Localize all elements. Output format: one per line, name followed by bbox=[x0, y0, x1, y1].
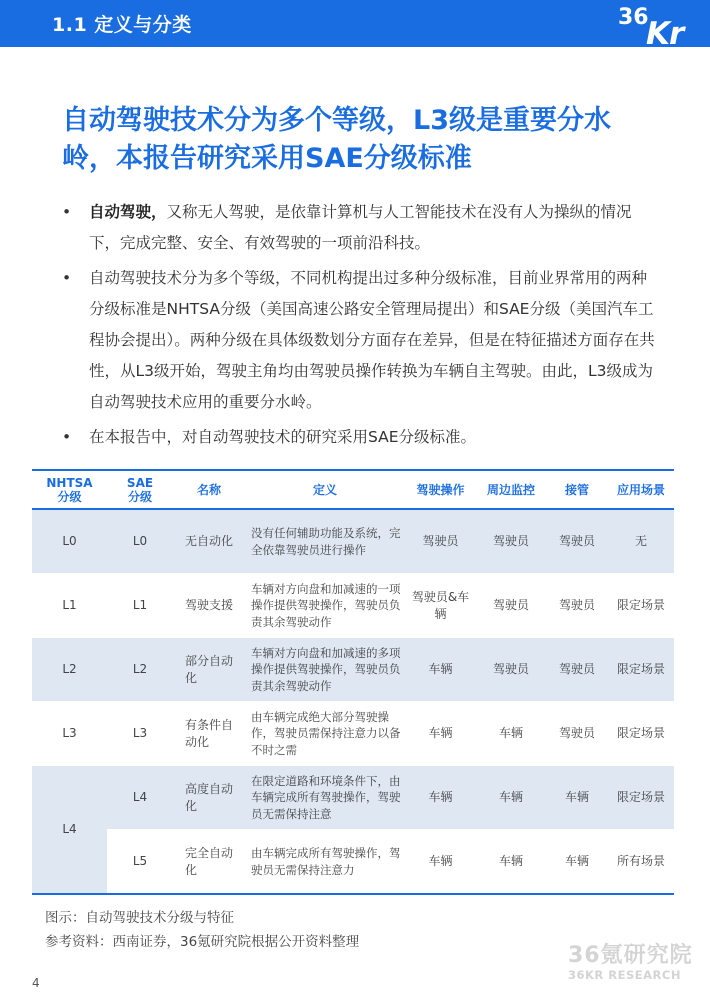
table-header-row bbox=[32, 470, 674, 509]
cell-sae: L5 bbox=[107, 830, 173, 895]
cell-driving: 驾驶员&车辆 bbox=[405, 574, 476, 638]
cell-scenario: 限定场景 bbox=[608, 702, 674, 766]
cell-sae: L4 bbox=[107, 766, 173, 830]
cell-nhtsa: L1 bbox=[32, 574, 107, 638]
cell-driving: 车辆 bbox=[405, 702, 476, 766]
page-headline bbox=[62, 102, 662, 178]
cell-monitoring: 驾驶员 bbox=[476, 509, 546, 574]
bullet-marker: • bbox=[62, 269, 72, 287]
cell-name: 完全自动化 bbox=[173, 830, 245, 895]
cell-monitoring: 车辆 bbox=[476, 766, 546, 830]
cell-nhtsa-merged: L4 bbox=[32, 766, 107, 895]
bullet-text: 自动驾驶技术分为多个等级，不同机构提出过多种分级标准，目前业界常用的两种分级标准是NHTSA分级（美国高速公路安全管理局提出）和SAE分级（美国汽车工程协会提出）。两种分级在具体级数划分方面存在差异，但是在特征描述方面存在共性，从L3级开始，驾驶主角均由驾驶员操作转换为车辆自主驾驶。由此，L3级成为自动驾驶技术应用的重要分水岭。 bbox=[89, 269, 655, 411]
header-nhtsa: NHTSA 分级 bbox=[32, 470, 107, 509]
cell-monitoring: 车辆 bbox=[476, 830, 546, 895]
cell-definition: 在限定道路和环境条件下，由车辆完成所有驾驶操作，驾驶员无需保持注意 bbox=[245, 766, 405, 830]
logo-letters: Kr bbox=[646, 16, 684, 52]
cell-driving: 车辆 bbox=[405, 830, 476, 895]
cell-driving: 车辆 bbox=[405, 766, 476, 830]
header-monitoring: 周边监控 bbox=[476, 470, 546, 509]
cell-sae: L1 bbox=[107, 574, 173, 638]
cell-sae: L0 bbox=[107, 509, 173, 574]
bullet-bold-term: 自动驾驶， bbox=[89, 203, 167, 221]
cell-monitoring: 驾驶员 bbox=[476, 574, 546, 638]
headline-line-2: 岭，本报告研究采用SAE分级标准 bbox=[62, 143, 472, 174]
cell-name: 驾驶支援 bbox=[173, 574, 245, 638]
table-row bbox=[32, 638, 674, 702]
header-name: 名称 bbox=[173, 470, 245, 509]
table-row bbox=[32, 702, 674, 766]
bullet-item bbox=[62, 263, 662, 418]
cell-nhtsa: L3 bbox=[32, 702, 107, 766]
bullet-text: 在本报告中，对自动驾驶技术的研究采用SAE分级标准。 bbox=[89, 428, 477, 446]
table-row bbox=[32, 830, 674, 895]
cell-driving: 驾驶员 bbox=[405, 509, 476, 574]
cell-takeover: 驾驶员 bbox=[546, 574, 608, 638]
caption-source: 参考资料：西南证券，36氪研究院根据公开资料整理 bbox=[45, 934, 360, 950]
cell-name: 高度自动化 bbox=[173, 766, 245, 830]
cell-name: 有条件自动化 bbox=[173, 702, 245, 766]
cell-monitoring: 驾驶员 bbox=[476, 638, 546, 702]
figure-caption bbox=[45, 906, 359, 954]
cell-definition: 车辆对方向盘和加减速的多项操作提供驾驶操作，驾驶员负责其余驾驶动作 bbox=[245, 638, 405, 702]
section-title: 1.1 定义与分类 bbox=[52, 14, 192, 36]
cell-definition: 由车辆完成所有驾驶操作，驾驶员无需保持注意力 bbox=[245, 830, 405, 895]
bullet-item bbox=[62, 422, 662, 453]
bullet-text: 又称无人驾驶，是依靠计算机与人工智能技术在没有人为操纵的情况下，完成完整、安全、有效驾驶的一项前沿科技。 bbox=[89, 203, 632, 252]
cell-driving: 车辆 bbox=[405, 638, 476, 702]
cell-takeover: 车辆 bbox=[546, 766, 608, 830]
cell-scenario: 无 bbox=[608, 509, 674, 574]
cell-scenario: 限定场景 bbox=[608, 766, 674, 830]
cell-scenario: 限定场景 bbox=[608, 638, 674, 702]
cell-takeover: 驾驶员 bbox=[546, 638, 608, 702]
headline-line-1: 自动驾驶技术分为多个等级，L3级是重要分水 bbox=[62, 105, 611, 136]
header-definition: 定义 bbox=[245, 470, 405, 509]
header-scenario: 应用场景 bbox=[608, 470, 674, 509]
cell-name: 无自动化 bbox=[173, 509, 245, 574]
page-number: 4 bbox=[32, 976, 40, 990]
cell-nhtsa: L2 bbox=[32, 638, 107, 702]
bullet-list bbox=[62, 197, 662, 457]
header-sae: SAE 分级 bbox=[107, 470, 173, 509]
cell-scenario: 所有场景 bbox=[608, 830, 674, 895]
cell-definition: 由车辆完成绝大部分驾驶操作，驾驶员需保持注意力以备不时之需 bbox=[245, 702, 405, 766]
watermark-line-2: 36KR RESEARCH bbox=[568, 968, 681, 982]
bullet-marker: • bbox=[62, 428, 72, 446]
table-row bbox=[32, 574, 674, 638]
header-takeover: 接管 bbox=[546, 470, 608, 509]
table-row bbox=[32, 509, 674, 574]
cell-monitoring: 车辆 bbox=[476, 702, 546, 766]
cell-takeover: 驾驶员 bbox=[546, 509, 608, 574]
cell-scenario: 限定场景 bbox=[608, 574, 674, 638]
cell-takeover: 驾驶员 bbox=[546, 702, 608, 766]
sae-levels-table bbox=[32, 469, 674, 895]
cell-sae: L3 bbox=[107, 702, 173, 766]
cell-name: 部分自动化 bbox=[173, 638, 245, 702]
watermark-line-1: 36氪研究院 bbox=[568, 943, 693, 968]
page-header-bar bbox=[0, 0, 710, 52]
bullet-marker: • bbox=[62, 203, 72, 221]
table-row bbox=[32, 766, 674, 830]
research-watermark bbox=[568, 944, 693, 982]
cell-definition: 没有任何辅助功能及系统，完全依靠驾驶员进行操作 bbox=[245, 509, 405, 574]
bullet-item bbox=[62, 197, 662, 259]
cell-sae: L2 bbox=[107, 638, 173, 702]
header-driving: 驾驶操作 bbox=[405, 470, 476, 509]
cell-takeover: 车辆 bbox=[546, 830, 608, 895]
cell-nhtsa: L0 bbox=[32, 509, 107, 574]
caption-figure: 图示：自动驾驶技术分级与特征 bbox=[45, 910, 234, 926]
cell-definition: 车辆对方向盘和加减速的一项操作提供驾驶操作，驾驶员负责其余驾驶动作 bbox=[245, 574, 405, 638]
logo-number: 36 bbox=[618, 5, 649, 30]
